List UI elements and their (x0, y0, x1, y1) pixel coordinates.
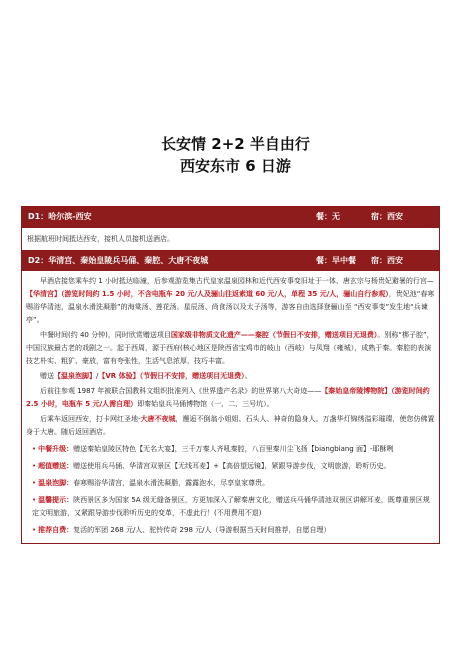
note-reminder (26, 494, 435, 520)
note-text: 陕西景区多为国家 5A 级无缝备景区，方更加深入了解秦唐文化，赠送兵马俑华清池双景区讲解耳麦，既尊重景区规定文明旅游，又紧跟导游步伐聆听历史的变革，不虚此行！(不用费用不退) (32, 496, 430, 517)
day1-stay: 宿：西安 (371, 212, 403, 221)
text-run: 后前往参观 1987 年被联合国教科文组织批准列入《世界遗产名录》的世界第八大奇迹—— (40, 387, 322, 395)
note-text: 复活的军团 268 元/人、驼铃传奇 298 元/人（导游根据当天时间推荐，自愿自理） (73, 526, 331, 534)
note-text: 春寒赐浴华清宫，温泉水滑洗凝脂，露露泡水，尽享皇家尊贵。 (73, 479, 270, 487)
day2-body (22, 271, 439, 543)
text-run: 早酒店接您乘车约 1 小时抵达临潼，后参观游览集古代皇家温泉园林和近代西安事变旧址于一体、唐玄宗与杨贵妃避暑的行宫— (40, 277, 434, 285)
note-text: 赠送使用兵马俑、华清宫双景区【无线耳麦】+【高倍望远镜】，紧跟导游步伐，文明旅游，聆听历史。 (73, 462, 391, 470)
note-label: 温泉泡脚： (38, 479, 74, 487)
note-lunch-upgrade (26, 443, 435, 456)
bullet-icon: • (32, 496, 37, 504)
day1-description: 根据航班时间抵达西安，接机人员接机送酒店。 (22, 227, 439, 251)
highlight-footbath: 【温泉泡脚】 (54, 372, 96, 380)
itinerary-table (21, 206, 440, 544)
note-label: 温馨提示： (38, 496, 74, 504)
text-run: 。 (244, 372, 252, 380)
note-label: 推荐自费： (38, 526, 74, 534)
highlight-qinqiang: 国家级非物质文化遗产——秦腔（节假日不安排，赠送项目无退费） (170, 331, 378, 339)
title-line1: 长安情 2+2 半自由行 (161, 135, 310, 153)
day2-paragraph-terracotta (26, 385, 435, 411)
day2-paragraph-qinqiang (26, 329, 435, 368)
title-line2: 西安东市 6 日游 (180, 157, 291, 175)
text-run: 即秦始皇兵马俑博物馆（一、二、三号坑）。 (137, 400, 274, 408)
day2-stay: 宿：西安 (371, 256, 403, 265)
text-run: 。别称“梆子腔”，中国汉族最古老的戏剧之一。起于西周，源于西府(核心地区是陕西省宝鸡市的岐山（西岐）与凤翔（雍城），成熟于秦。秦腔的表演技艺朴实、粗犷、豪放，富有夸张性，生活气息浓厚，技巧丰富。 (26, 331, 434, 365)
day2-paragraph-datang (26, 413, 435, 439)
bullet-icon: • (32, 445, 37, 453)
title-block (0, 134, 471, 176)
text-run: ，邂逅不倒翁小姐姐、石头人、神奇的隐身人。万盏华灯锦绣溢彩璀璨，使您仿佛置身于大唐。随后返回酒店。 (26, 415, 435, 436)
highlight-datang: 大唐不夜城 (140, 415, 176, 423)
day2-meal: 餐：早中餐 (316, 256, 356, 265)
day2-paragraph-huaqing (26, 275, 435, 327)
day2-paragraph-gift (26, 370, 435, 383)
text-run: 中餐时间(约 40 分钟)，同时欣赏赠送项目 (40, 331, 171, 339)
note-label: 超值赠送： (38, 462, 74, 470)
text-run: / (96, 372, 99, 380)
highlight-museum: 【秦始皇帝陵博物院】（游览时间约 2.5 小时，电瓶车 5 元/人需自理） (26, 387, 430, 408)
highlight-note: （节假日不安排，赠送项目无退费） (139, 372, 245, 380)
note-optional-shows (26, 524, 435, 537)
bullet-icon: • (32, 526, 37, 534)
note-free-gift (26, 460, 435, 473)
text-run: 后乘车返回西安，打卡网红圣地- (40, 415, 141, 423)
day2-header (22, 251, 439, 271)
text-run: 赠送 (40, 372, 54, 380)
note-footbath (26, 477, 435, 490)
day1-header (22, 207, 439, 227)
note-label: 中餐升级： (38, 445, 74, 453)
highlight-vr: 【VR 体验】 (98, 372, 140, 380)
bullet-icon: • (32, 479, 37, 487)
note-text: 赠送秦始皇陵区特色【无名大宴】，三千万秦人齐吼秦腔，八百里秦川尘飞扬【biangbiang 面】-耶酥咧 (73, 445, 394, 453)
bullet-icon: • (32, 462, 37, 470)
day2-label: D2：华清宫、秦始皇陵兵马俑、秦腔、大唐不夜城 (28, 256, 209, 265)
day1-label: D1：哈尔滨-西安 (28, 212, 92, 221)
highlight-huaqing: 【华清宫】（游览时间约 1.5 小时，不含电瓶车 20 元/人及骊山往返索道 60 元/人，单程 35 元/人，骊山自行参观） (26, 290, 389, 298)
text-run: ，贵妃池“春寒赐浴华清池，温泉水滑洗凝脂”的海棠汤、莲花汤、星辰汤、尚食汤以及太子汤等，游客自由选择登骊山至 “西安事变”发生地“兵谏亭”。 (26, 290, 435, 324)
day1-meal: 餐：无 (316, 212, 340, 221)
